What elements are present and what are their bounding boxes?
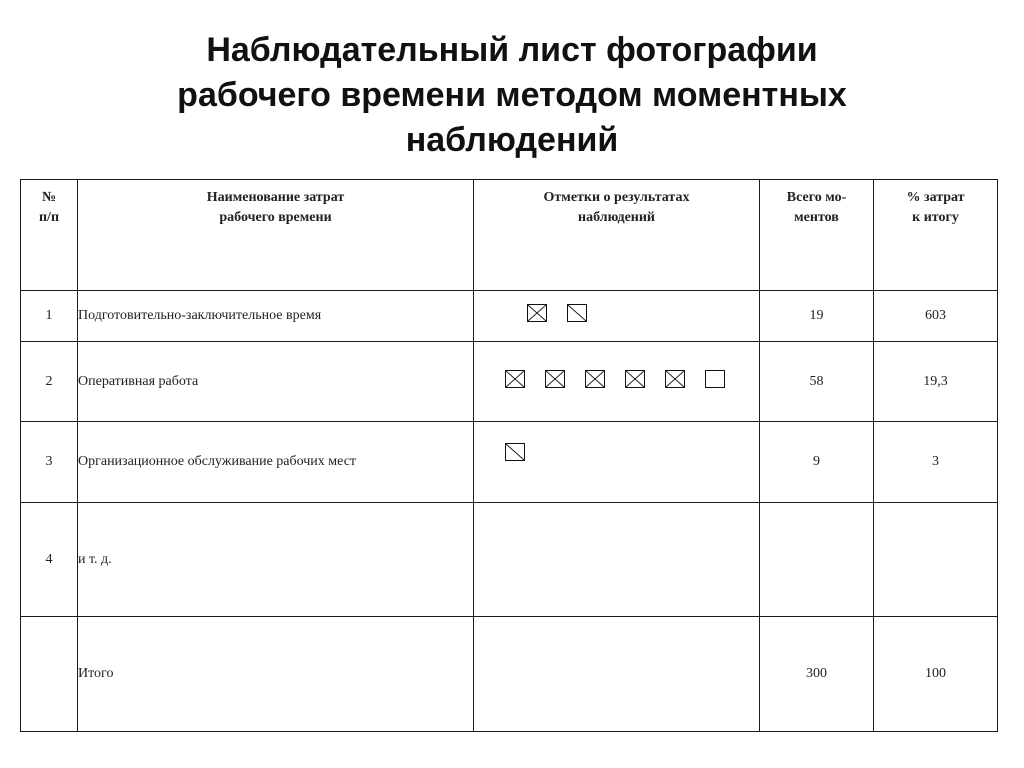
header-total-line-1: Всего мо-	[786, 190, 847, 205]
header-name	[78, 180, 474, 291]
row-name: Подготовительно-заключительное время	[78, 291, 474, 342]
row-name: Итого	[78, 617, 474, 732]
header-name-line-2: рабочего времени	[219, 210, 332, 225]
header-num-line-2: п/п	[38, 210, 60, 225]
table-row-total	[21, 617, 998, 732]
header-marks-line-1: Отметки о результатах	[543, 190, 690, 205]
header-name-line-1: Наименование затрат	[206, 190, 345, 205]
header-total-line-2: ментов	[794, 210, 839, 225]
tally-box-full-cross	[505, 370, 525, 388]
tally-box-full-cross	[625, 370, 645, 388]
row-total	[760, 503, 874, 617]
tally-box-full-cross	[527, 304, 547, 322]
header-total	[760, 180, 874, 291]
row-marks	[474, 291, 760, 342]
row-name: Оперативная работа	[78, 342, 474, 422]
tally-box-half-cross	[505, 443, 525, 461]
row-percent	[874, 503, 998, 617]
title-line-3: наблюдений	[405, 121, 619, 159]
table-row	[21, 342, 998, 422]
header-num	[21, 180, 78, 291]
header-percent-line-2: к итогу	[912, 210, 959, 225]
header-marks-line-2: наблюдений	[578, 210, 655, 225]
tally-box-full-cross	[545, 370, 565, 388]
title-line-1: Наблюдательный лист фотографии	[206, 31, 818, 69]
header-percent-line-1: % затрат	[906, 190, 965, 205]
observation-table	[20, 179, 998, 732]
row-total: 300	[760, 617, 874, 732]
row-num: 4	[21, 503, 78, 617]
tally-box-empty	[705, 370, 725, 388]
row-percent: 100	[874, 617, 998, 732]
table-row	[21, 503, 998, 617]
row-name: Организационное обслуживание рабочих мест	[78, 422, 474, 503]
row-marks	[474, 617, 760, 732]
row-num: 3	[21, 422, 78, 503]
row-percent: 603	[874, 291, 998, 342]
row-name: и т. д.	[78, 503, 474, 617]
header-percent	[874, 180, 998, 291]
header-row	[21, 180, 998, 291]
row-total: 9	[760, 422, 874, 503]
row-total: 58	[760, 342, 874, 422]
header-num-line-1: №	[41, 190, 57, 205]
row-percent: 3	[874, 422, 998, 503]
row-marks	[474, 342, 760, 422]
table-row	[21, 422, 998, 503]
table-row	[21, 291, 998, 342]
page-title	[0, 28, 1024, 163]
row-total: 19	[760, 291, 874, 342]
row-num: 2	[21, 342, 78, 422]
row-percent: 19,3	[874, 342, 998, 422]
row-num	[21, 617, 78, 732]
tally-box-full-cross	[585, 370, 605, 388]
title-line-2: рабочего времени методом моментных	[177, 76, 847, 114]
header-marks	[474, 180, 760, 291]
row-marks	[474, 503, 760, 617]
tally-box-full-cross	[665, 370, 685, 388]
tally-box-half-cross	[567, 304, 587, 322]
row-num: 1	[21, 291, 78, 342]
row-marks	[474, 422, 760, 503]
